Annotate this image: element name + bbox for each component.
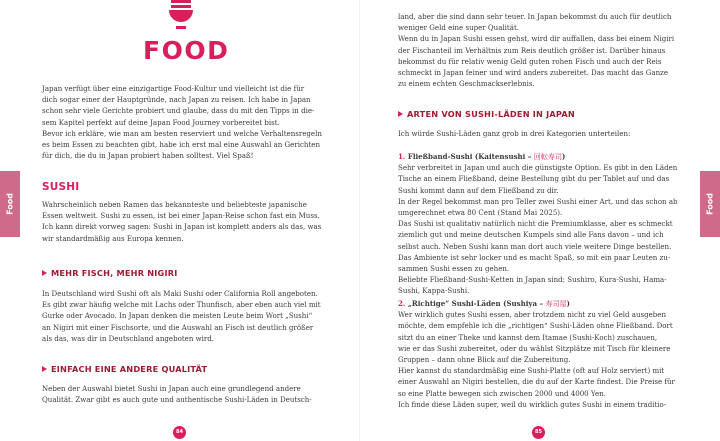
continued-text: land, aber die sind dann sehr teuer. In Japan bekommst du auch für deutlich weniger Geld eine super Qualität. Wenn du in Japan Sushi essen gehst, wird dir auffallen, dass bei einem Nigiri der Fischanteil im Verhältnis zum Reis deutlich größer ist. Darüber hinaus bekommst du für relativ wenig Geld guten rohen Fisch und auch der Reis schmeckt in Japan feiner und wird anders zubereitet. Das macht das Ganze zu einem echten Geschmackserlebnis. [398, 12, 675, 89]
chapter-tab-left: Food [0, 171, 20, 237]
sushi-heading: SUSHI [42, 181, 80, 193]
item2-title: 2. „Richtige“ Sushi-Läden (Sushiya – 寿司屋) [398, 299, 571, 308]
qualitaet-heading: EINFACH EINE ANDERE QUALITÄT [42, 364, 207, 374]
right-page [360, 0, 720, 441]
page-number-right: 85 [532, 426, 545, 439]
chapter-title: FOOD [143, 36, 230, 65]
triangle-bullet-icon [42, 270, 47, 276]
arten-intro: Ich würde Sushi-Läden ganz grob in drei Kategorien unterteilen: [398, 129, 631, 138]
page-number-left: 84 [173, 426, 186, 439]
intro-text: Japan verfügt über eine einzigartige Food-Kultur und vielleicht ist die für dich sogar einer der Hauptgründe, nach Japan zu reisen. Ich habe in Japan schon sehr viele Gerichte probiert und glaube, dass du mit den Tipps in die- sem Kapitel perfekt auf deine Japan Food Journey vorbereitet bist. Bevor ich erkläre, wie man am besten reserviert und welche Verhaltensregeln es beim Essen zu beachten gibt, habe ich erst mal eine Auswahl an Gerichten für dich, die du in Japan probiert haben solltest. Viel Spaß! [42, 84, 322, 161]
ramen-bowl-icon [166, 0, 196, 30]
mehr-fisch-text: In Deutschland wird Sushi oft als Maki Sushi oder California Roll angeboten. Es gibt zwar häufig welche mit Lachs oder Thunfisch, aber eben auch viel mit Gurke oder Avocado. In Japan denken die meisten Leute beim Wort „Sushi“ an Nigiri mit einer Fischsorte, und die Auswahl an Fisch ist deutlich größer als das, was dir in Deutschland angeboten wird. [42, 289, 321, 343]
triangle-bullet-icon [42, 366, 47, 372]
mehr-fisch-heading: MEHR FISCH, MEHR NIGIRI [42, 268, 177, 278]
arten-heading: ARTEN VON SUSHI-LÄDEN IN JAPAN [398, 109, 575, 119]
sushi-text: Wahrscheinlich neben Ramen das bekannteste und beliebteste japanische Essen weltweit. Sushi zu essen, ist bei einer Japan-Reise schon fast ein Muss. Ich kann direkt vorweg sagen: Sushi in Japan ist komplett anders als das, was wir standardmäßig aus Europa kennen. [42, 200, 322, 243]
triangle-bullet-icon [398, 111, 403, 117]
item2-block: 2. „Richtige“ Sushi-Läden (Sushiya – 寿司屋) Wer wirklich gutes Sushi essen, aber trotzdem nicht zu viel Geld ausgeben möchte, dem empfehle ich die „richtigen“ Sushi-Läden ohne Fließband. Dort sitzt du an einer Theke und kannst dem Itamae (Sushi-Koch) zuschauen, wie er das Sushi zubereitet, oder du wählst Sitzplätze mit Tisch für kleinere Gruppen – dann ohne Blick auf die Zubereitung. Hier kannst du standardmäßig eine Sushi-Platte (oft auf Holz serviert) mit einer Auswahl an Nigiri bestellen, die du auf der Karte findest. Die Preise für so eine Platte bewegen sich zwischen 2000 und 4000 Yen. Ich finde diese Läden super, weil du wirklich gutes Sushi in einem traditio- [398, 298, 698, 410]
chapter-tab-right: Food [700, 171, 720, 237]
qualitaet-text: Neben der Auswahl bietet Sushi in Japan auch eine grundlegend andere Qualität. Zwar gibt es auch gute und authentische Sushi-Läden in Deutsch- [42, 384, 312, 405]
item1-block: 1. Fließband-Sushi (Kaitensushi – 回転寿司) Sehr verbreitet in Japan und auch die günstigste Option. Es gibt in den Läden Tische an einem Fließband, deine Bestellung gibt du per Tablet auf und das Sushi kommt dann auf dem Fließband zu dir. In der Regel bekommst man pro Teller zwei Sushi einer Art, und das schon ab umgerechnet etwa 80 Cent (Stand Mai 2025). Das Sushi ist qualitativ natürlich nicht die Premiumklasse, aber es schmeckt ziemlich gut und meine deutschen Kumpels sind alle Fans davon – und ich selbst auch. Neben Sushi kann man dort auch viele weitere Dinge bestellen. Das Ambiente ist sehr locker und es macht Spaß, so mit ein paar Leuten zu- sammen Sushi essen zu gehen. Beliebte Fließband-Sushi-Ketten in Japan sind: Sushiro, Kura-Sushi, Hama- Sushi, Kappa-Sushi. [398, 151, 698, 297]
item1-title: 1. Fließband-Sushi (Kaitensushi – 回転寿司) [398, 152, 566, 161]
